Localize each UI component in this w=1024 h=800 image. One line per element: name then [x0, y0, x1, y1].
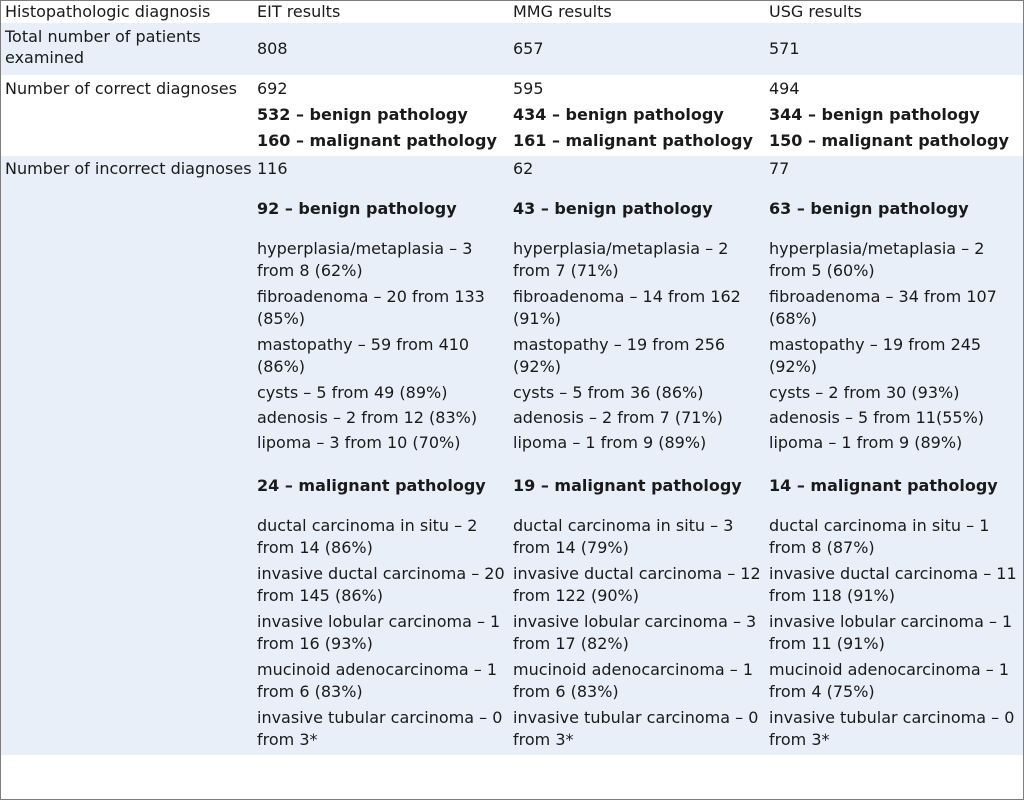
correct-total: 494 — [769, 79, 800, 98]
benign-item: adenosis – 2 from 7 (71%) — [513, 408, 723, 427]
benign-heading: 63 – benign pathology — [769, 199, 969, 218]
correct-cell — [513, 75, 769, 156]
malignant-item: invasive ductal carcinoma – 12 from 122 (90%) — [513, 564, 761, 605]
correct-benign: 532 – benign pathology — [257, 105, 468, 124]
benign-item: mastopathy – 59 from 410 (86%) — [257, 335, 470, 376]
total-value: 808 — [257, 23, 513, 75]
benign-heading: 92 – benign pathology — [257, 199, 457, 218]
malignant-item: invasive ductal carcinoma – 20 from 145 (86%) — [257, 564, 505, 605]
correct-malignant: 161 – malignant pathology — [513, 131, 753, 150]
incorrect-diagnoses-row — [1, 156, 1023, 755]
malignant-item: ductal carcinoma in situ – 3 from 14 (79%) — [513, 516, 734, 557]
malignant-item: invasive lobular carcinoma – 1 from 11 (91%) — [769, 612, 1013, 653]
header-cell: MMG results — [513, 2, 612, 21]
header-cell: USG results — [769, 2, 862, 21]
benign-item: lipoma – 1 from 9 (89%) — [769, 433, 963, 452]
benign-heading: 43 – benign pathology — [513, 199, 713, 218]
total-value: 657 — [513, 23, 769, 75]
benign-item: mastopathy – 19 from 245 (92%) — [769, 335, 982, 376]
total-value: 571 — [769, 23, 1023, 75]
benign-item: hyperplasia/metaplasia – 3 from 8 (62%) — [257, 239, 473, 280]
correct-benign: 344 – benign pathology — [769, 105, 980, 124]
correct-cell — [769, 75, 1023, 156]
malignant-item: invasive ductal carcinoma – 11 from 118 (91%) — [769, 564, 1017, 605]
benign-item: cysts – 5 from 49 (89%) — [257, 383, 448, 402]
incorrect-total: 116 — [257, 159, 288, 178]
malignant-item: invasive tubular carcinoma – 0 from 3* — [513, 708, 759, 749]
benign-item: fibroadenoma – 20 from 133 (85%) — [257, 287, 485, 328]
malignant-heading: 14 – malignant pathology — [769, 476, 998, 495]
correct-diagnoses-row — [1, 75, 1023, 156]
benign-item: hyperplasia/metaplasia – 2 from 7 (71%) — [513, 239, 729, 280]
incorrect-cell — [513, 156, 769, 755]
malignant-item: invasive lobular carcinoma – 1 from 16 (93%) — [257, 612, 501, 653]
malignant-heading: 24 – malignant pathology — [257, 476, 486, 495]
incorrect-cell — [769, 156, 1023, 755]
malignant-item: invasive tubular carcinoma – 0 from 3* — [257, 708, 503, 749]
total-patients-row — [1, 23, 1023, 75]
benign-item: lipoma – 1 from 9 (89%) — [513, 433, 707, 452]
row-label: Number of correct diagnoses — [5, 79, 237, 98]
header-cell: EIT results — [257, 2, 341, 21]
malignant-item: mucinoid adenocarcinoma – 1 from 4 (75%) — [769, 660, 1010, 701]
malignant-heading: 19 – malignant pathology — [513, 476, 742, 495]
benign-item: hyperplasia/metaplasia – 2 from 5 (60%) — [769, 239, 985, 280]
malignant-item: invasive lobular carcinoma – 3 from 17 (82%) — [513, 612, 757, 653]
row-label: Total number of patients examined — [1, 23, 257, 75]
benign-item: cysts – 5 from 36 (86%) — [513, 383, 704, 402]
malignant-item: invasive tubular carcinoma – 0 from 3* — [769, 708, 1015, 749]
header-cell: Histopathologic diagnosis — [5, 2, 211, 21]
correct-total: 692 — [257, 79, 288, 98]
benign-item: fibroadenoma – 14 from 162 (91%) — [513, 287, 741, 328]
header-row — [1, 1, 1023, 23]
malignant-item: mucinoid adenocarcinoma – 1 from 6 (83%) — [257, 660, 498, 701]
incorrect-cell — [257, 156, 513, 755]
benign-item: cysts – 2 from 30 (93%) — [769, 383, 960, 402]
correct-malignant: 150 – malignant pathology — [769, 131, 1009, 150]
correct-cell — [257, 75, 513, 156]
malignant-item: mucinoid adenocarcinoma – 1 from 6 (83%) — [513, 660, 754, 701]
benign-item: adenosis – 5 from 11(55%) — [769, 408, 985, 427]
benign-item: fibroadenoma – 34 from 107 (68%) — [769, 287, 997, 328]
incorrect-total: 77 — [769, 159, 790, 178]
benign-item: mastopathy – 19 from 256 (92%) — [513, 335, 726, 376]
benign-item: lipoma – 3 from 10 (70%) — [257, 433, 461, 452]
malignant-item: ductal carcinoma in situ – 1 from 8 (87%) — [769, 516, 990, 557]
benign-item: adenosis – 2 from 12 (83%) — [257, 408, 478, 427]
malignant-item: ductal carcinoma in situ – 2 from 14 (86%) — [257, 516, 478, 557]
diagnosis-results-table — [1, 1, 1023, 755]
row-label: Number of incorrect diagnoses — [1, 156, 257, 755]
incorrect-total: 62 — [513, 159, 534, 178]
correct-total: 595 — [513, 79, 544, 98]
correct-benign: 434 – benign pathology — [513, 105, 724, 124]
correct-malignant: 160 – malignant pathology — [257, 131, 497, 150]
